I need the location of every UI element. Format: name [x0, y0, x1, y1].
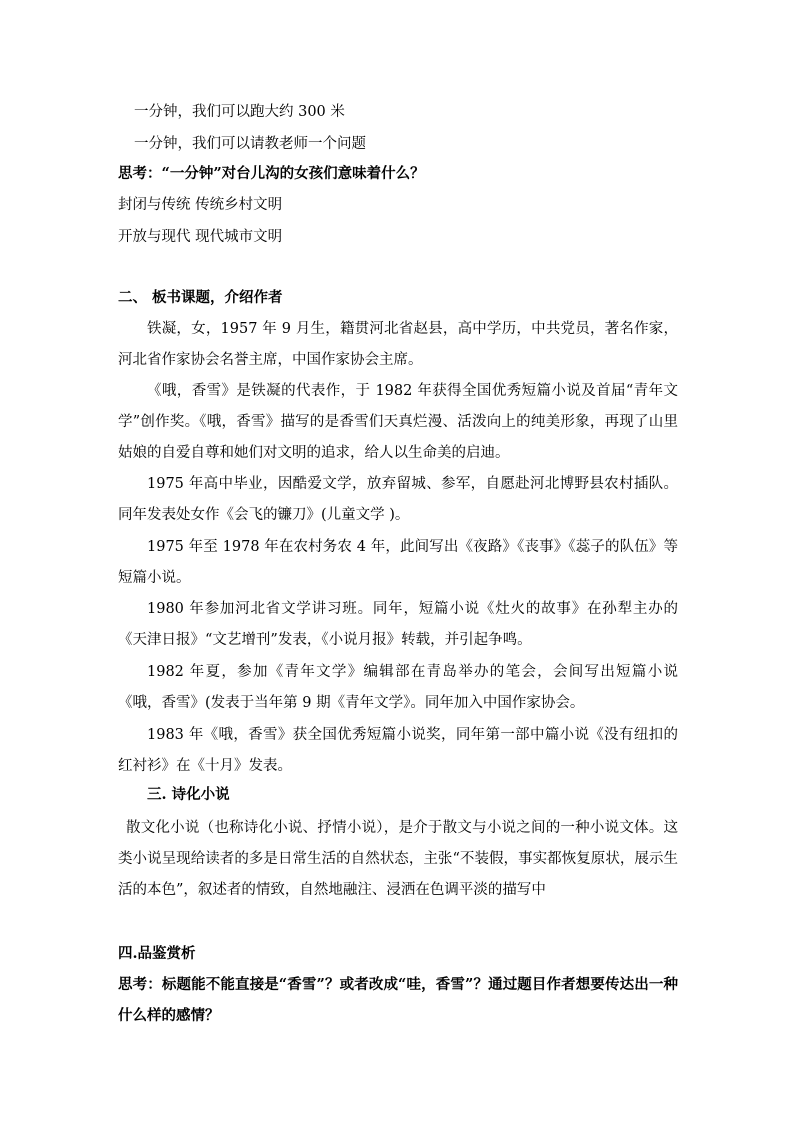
event-1983-paragraph: 1983 年《哦，香雪》获全国优秀短篇小说奖，同年第一部中篇小说《没有纽扣的红衬衫》在《十月》发表。 [118, 727, 678, 774]
section-4-heading: 四.品鉴赏析 [118, 945, 196, 962]
section-3-heading: 三. 诗化小说 [147, 786, 230, 803]
event-1982-paragraph: 1982 年夏，参加《青年文学》编辑部在青岛举办的笔会，会间写出短篇小说《哦，香雪》(发表于当年第 9 期《青年文学》。同年加入中国作家协会。 [118, 664, 678, 711]
section-4-question: 思考：标题能不能直接是“香雪”？或者改成“哇，香雪”？通过题目作者想要传达出一种什么样的感情？ [118, 976, 678, 1024]
section-2-heading: 二、 板书课题，介绍作者 [118, 289, 283, 306]
event-1975-paragraph: 1975 年高中毕业，因酷爱文学，放弃留城、参军，自愿赴河北博野县农村插队。同年发表处女作《会飞的镰刀》(儿童文学 )。 [118, 476, 678, 523]
intro-question: 思考：“一分钟”对台儿沟的女孩们意味着什么？ [118, 165, 425, 182]
author-bio-paragraph: 铁凝，女，1957 年 9 月生，籍贯河北省赵县，高中学历，中共党员，著名作家，河北省作家协会名誉主席，中国作家协会主席。 [118, 321, 678, 368]
work-intro-paragraph: 《哦，香雪》是铁凝的代表作，于 1982 年获得全国优秀短篇小说及首届“青年文学”创作奖。《哦，香雪》描写的是香雪们天真烂漫、活泼向上的纯美形象，再现了山里姑娘的自爱自尊和她们对文明的追求，给人以生命美的启迪。 [118, 383, 678, 461]
intro-line-1: 一分钟，我们可以跑大约 300 米 [134, 104, 345, 120]
event-1980-paragraph: 1980 年参加河北省文学讲习班。同年，短篇小说《灶火的故事》在孙犁主办的《天津日报》“文艺增刊”发表，《小说月报》转载，并引起争鸣。 [118, 601, 678, 648]
poetic-novel-paragraph: 散文化小说（也称诗化小说、抒情小说），是介于散文与小说之间的一种小说文体。这类小说呈现给读者的多是日常生活的自然状态，主张“不装假，事实都恢复原状，展示生活的本色”，叙述者的情致，自然地融注、浸洒在色调平淡的描写中 [118, 820, 678, 898]
closed-tradition-line: 封闭与传统 传统乡村文明 [118, 197, 283, 213]
intro-line-2: 一分钟，我们可以请教老师一个问题 [134, 136, 366, 152]
event-1975-1978-paragraph: 1975 年至 1978 年在农村务农 4 年，此间写出《夜路》《丧事》《蕊子的队伍》等短篇小说。 [118, 539, 678, 586]
open-modern-line: 开放与现代 现代城市文明 [118, 229, 283, 245]
